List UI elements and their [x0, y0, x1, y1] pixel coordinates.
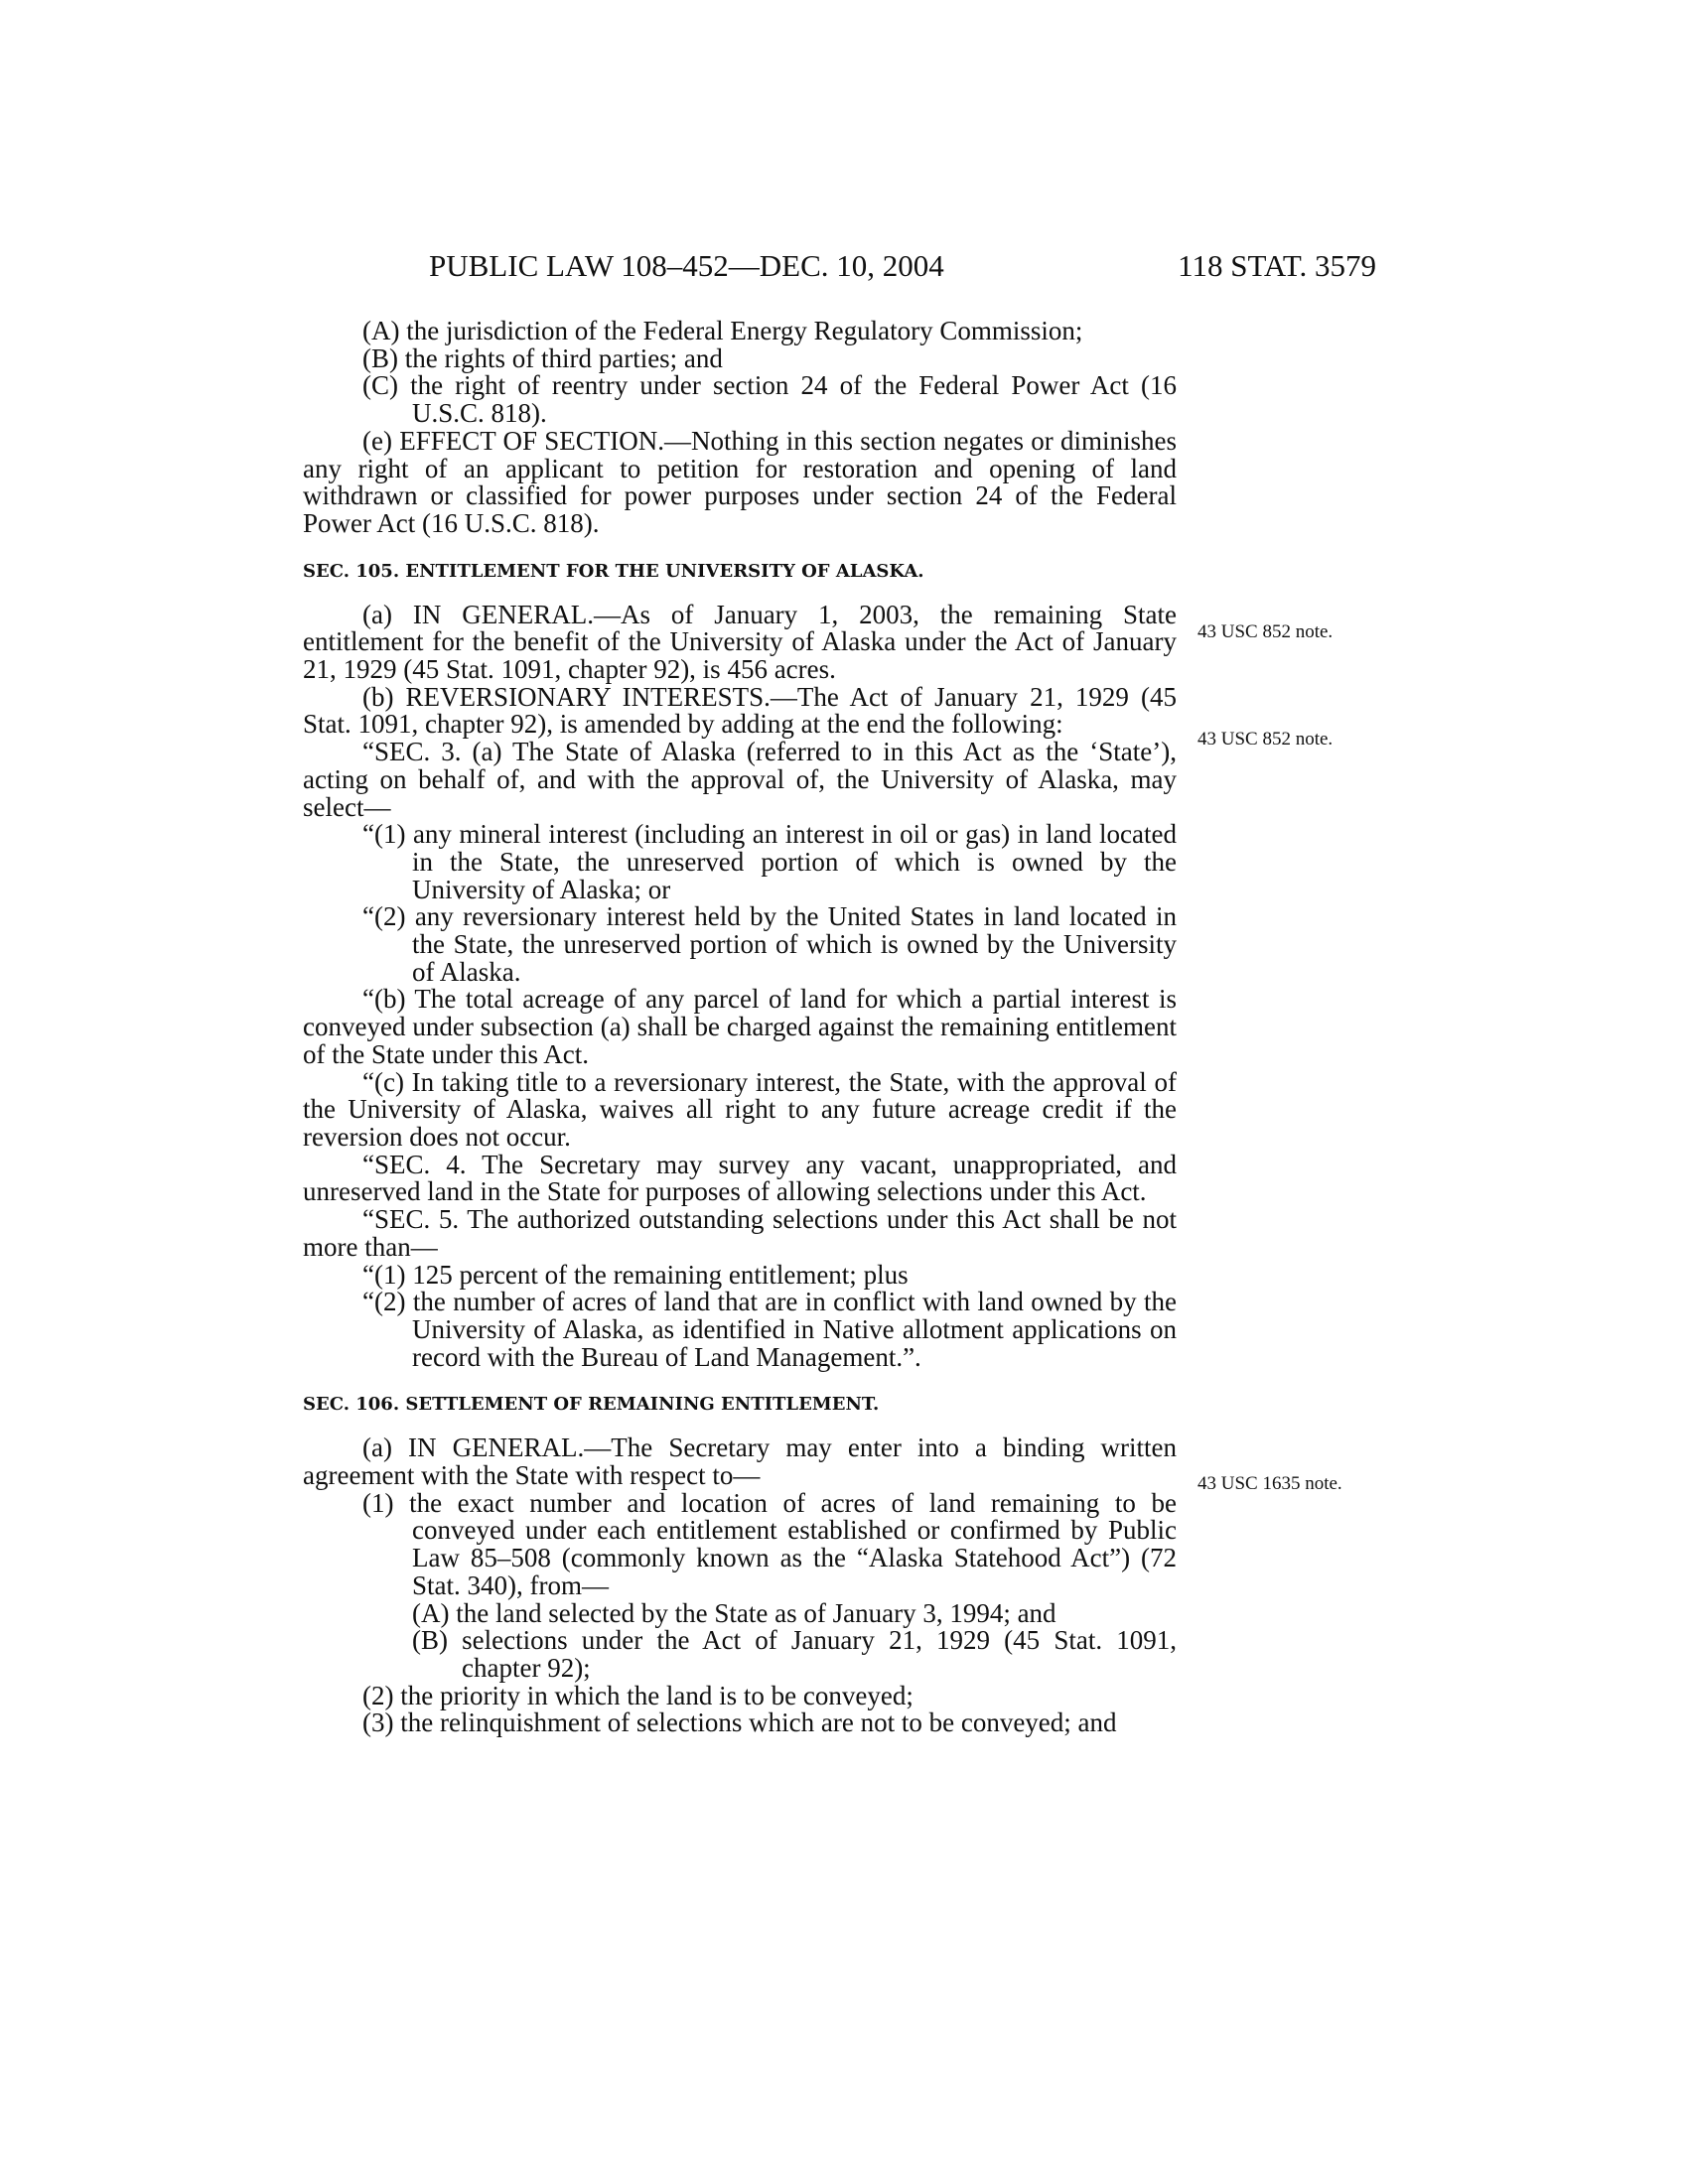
section-105-reversionary-interests: (b) REVERSIONARY INTERESTS.—The Act of January 21, 1929 (45 Stat. 1091, chapter 92), is amended by adding at the end the following:: [303, 681, 1177, 740]
section-106-in-general: (a) IN GENERAL.—The Secretary may enter into a binding written agreement with the State with respect to—: [303, 1433, 1177, 1491]
page-header: [429, 248, 1376, 290]
quoted-sec-5: “SEC. 5. The authorized outstanding selections under this Act shall be not more than—: [303, 1204, 1177, 1262]
section-106-item-1-B: (B) selections under the Act of January 21, 1929 (45 Stat. 1091, chapter 92);: [412, 1625, 1177, 1683]
margin-note-106: 43 USC 1635 note.: [1197, 1473, 1342, 1494]
statute-page-number: 118 STAT. 3579: [1178, 248, 1376, 283]
quoted-sec-3-a-1: “(1) any mineral interest (including an interest in oil or gas) in land located in the State, the unreserved portion of which is owned by the University of Alaska; or: [362, 819, 1177, 904]
running-head: PUBLIC LAW 108–452—DEC. 10, 2004: [429, 248, 944, 283]
paragraph-c-reentry: (C) the right of reentry under section 24 of the Federal Power Act (16 U.S.C. 818).: [362, 370, 1177, 429]
section-106-item-1: (1) the exact number and location of acres of land remaining to be conveyed under each entitlement established or confirmed by Public Law 85–508 (commonly known as the “Alaska Statehood Act”) (72 Stat. 340), from—: [362, 1487, 1177, 1600]
section-105-heading: SEC. 105. ENTITLEMENT FOR THE UNIVERSITY OF ALASKA.: [303, 560, 924, 582]
document-body: [303, 318, 1177, 1737]
paragraph-effect-of-section: (e) EFFECT OF SECTION.—Nothing in this section negates or diminishes any right of an applicant to petition for restoration and opening of land withdrawn or classified for power purposes under section 24 of the Federal Power Act (16 U.S.C. 818).: [303, 425, 1177, 538]
paragraph-b-third-parties: (B) the rights of third parties; and: [362, 342, 723, 373]
section-105-in-general: (a) IN GENERAL.—As of January 1, 2003, the remaining State entitlement for the benefit of the University of Alaska under the Act of January 21, 1929 (45 Stat. 1091, chapter 92), is 456 acres.: [303, 599, 1177, 685]
section-106-item-1-A: (A) the land selected by the State as of January 3, 1994; and: [412, 1597, 1056, 1628]
quoted-sec-3-a: “SEC. 3. (a) The State of Alaska (referred to in this Act as the ‘State’), acting on behalf of, and with the approval of, the University of Alaska, may select—: [303, 737, 1177, 822]
section-106-item-3: (3) the relinquishment of selections which are not to be conveyed; and: [362, 1707, 1117, 1738]
quoted-sec-4: “SEC. 4. The Secretary may survey any vacant, unappropriated, and unreserved land in the State for purposes of allowing selections under this Act.: [303, 1149, 1177, 1207]
section-106-heading: SEC. 106. SETTLEMENT OF REMAINING ENTITLEMENT.: [303, 1394, 880, 1416]
quoted-sec-3-c: “(c) In taking title to a reversionary interest, the State, with the approval of the University of Alaska, waives all right to any future acreage credit if the reversion does not occur.: [303, 1066, 1177, 1152]
quoted-sec-5-1: “(1) 125 percent of the remaining entitlement; plus: [362, 1259, 909, 1290]
quoted-sec-3-a-2: “(2) any reversionary interest held by the United States in land located in the State, the unreserved portion of which is owned by the University of Alaska.: [362, 901, 1177, 987]
paragraph-a-ferc: (A) the jurisdiction of the Federal Energy Regulatory Commission;: [362, 316, 1083, 345]
margin-note-105a: 43 USC 852 note.: [1197, 621, 1334, 642]
margin-note-105b: 43 USC 852 note.: [1197, 729, 1334, 750]
section-106-item-2: (2) the priority in which the land is to be conveyed;: [362, 1680, 914, 1710]
quoted-sec-3-b: “(b) The total acreage of any parcel of land for which a partial interest is conveyed under subsection (a) shall be charged against the remaining entitlement of the State under this Act.: [303, 984, 1177, 1069]
quoted-sec-5-2: “(2) the number of acres of land that are in conflict with land owned by the University of Alaska, as identified in Native allotment applications on record with the Bureau of Land Management.”.: [362, 1287, 1177, 1372]
